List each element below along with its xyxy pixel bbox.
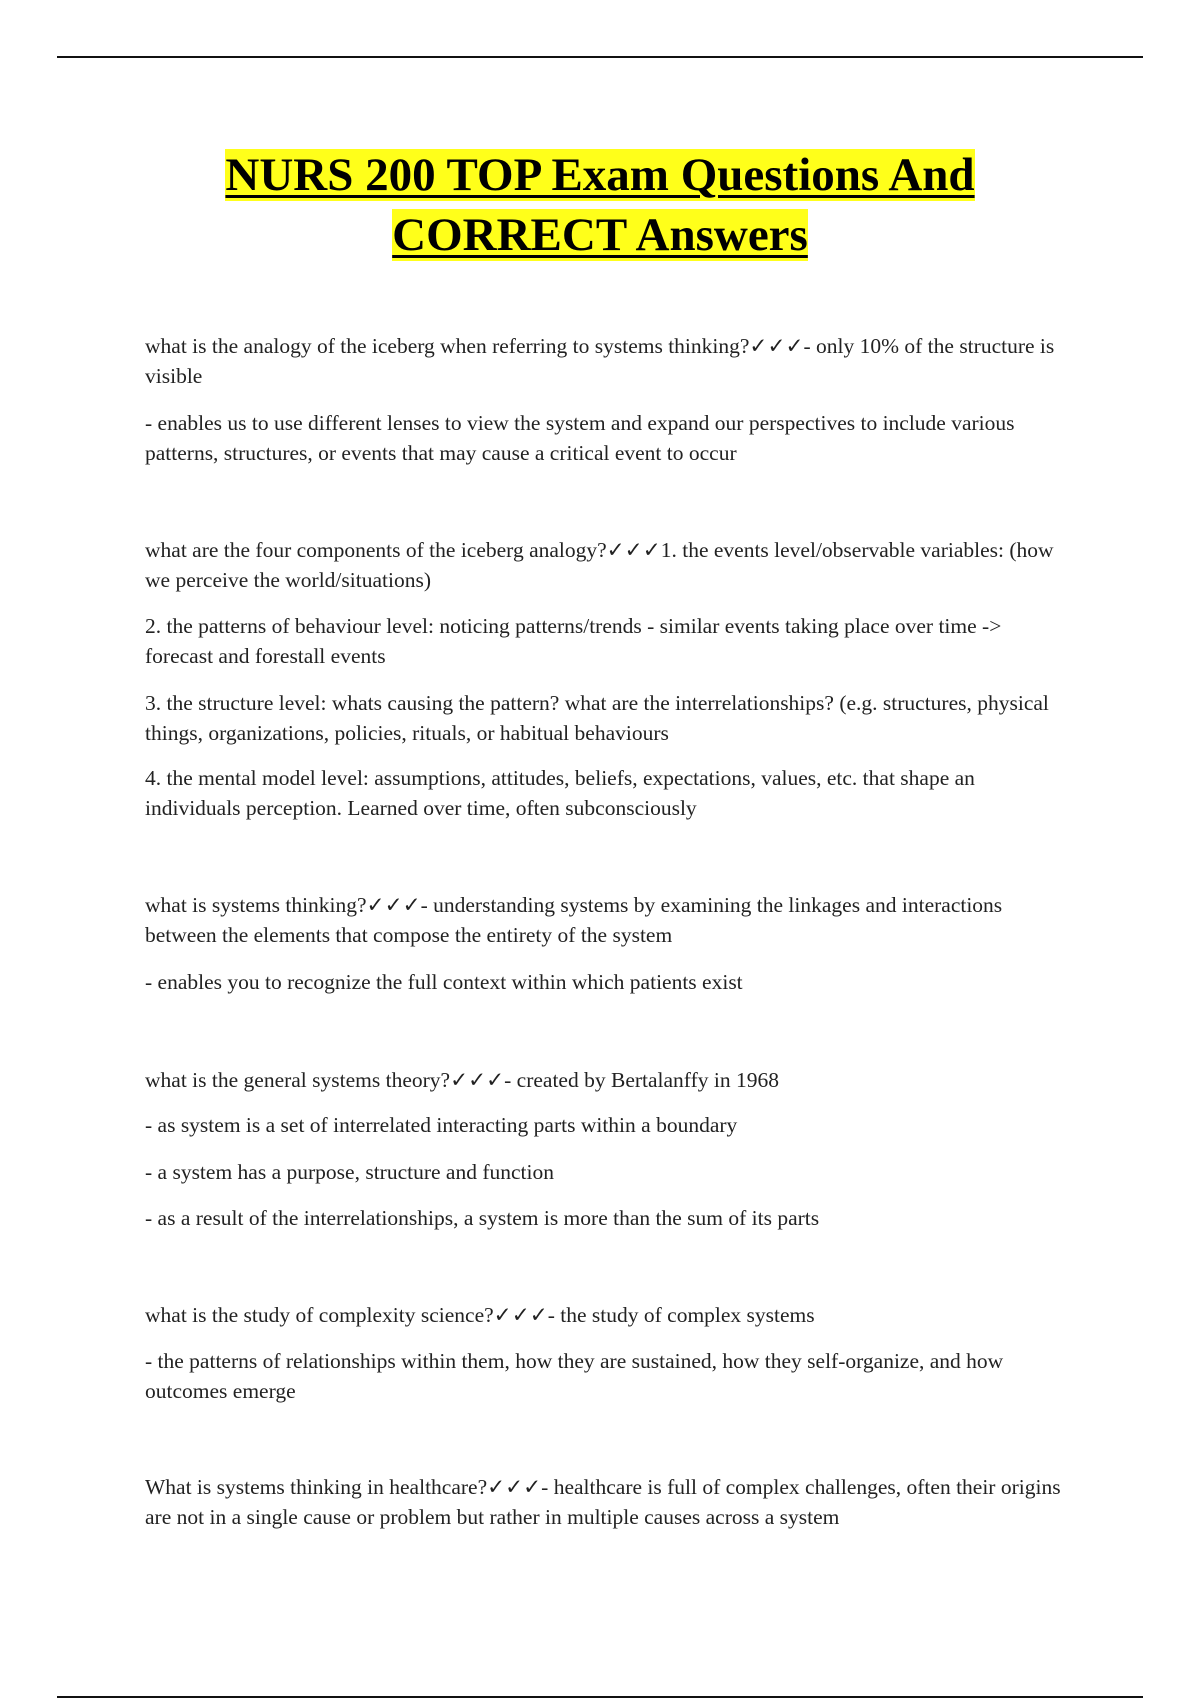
answer-line: 4. the mental model level: assumptions, attitudes, beliefs, expectations, values, etc. that shape an individuals perception. Learned over time, often subconsciously bbox=[145, 766, 975, 820]
document-title-line-2: CORRECT Answers bbox=[392, 209, 808, 261]
question-iceberg-components: what are the four components of the iceberg analogy?✓✓✓1. the events level/observable variables: (how we perceive the world/situations) bbox=[145, 538, 1054, 592]
question-systems-thinking: what is systems thinking?✓✓✓- understanding systems by examining the linkages and interactions between the elements that compose the entirety of the system bbox=[145, 893, 1003, 947]
document-title-line-1: NURS 200 TOP Exam Questions And bbox=[225, 149, 975, 201]
answer-line: - the patterns of relationships within them, how they are sustained, how they self-organize, and how outcomes emerge bbox=[145, 1349, 1004, 1403]
answer-line: 3. the structure level: whats causing the pattern? what are the interrelationships? (e.g. structures, physical things, organizations, policies, rituals, or habitual behaviours bbox=[145, 691, 1049, 745]
answer-line: 2. the patterns of behaviour level: noticing patterns/trends - similar events taking place over time -> forecast and forestall events bbox=[145, 614, 1002, 668]
question-systems-thinking-healthcare: What is systems thinking in healthcare?✓✓✓- healthcare is full of complex challenges, often their origins are not in a single cause or problem but rather in multiple causes across a system bbox=[145, 1475, 1061, 1529]
bottom-rule bbox=[57, 1696, 1143, 1698]
answer-line: - enables you to recognize the full context within which patients exist bbox=[145, 970, 743, 994]
answer-line: - as a result of the interrelationships, a system is more than the sum of its parts bbox=[145, 1206, 820, 1230]
question-iceberg-analogy: what is the analogy of the iceberg when referring to systems thinking?✓✓✓- only 10% of the structure is visible bbox=[145, 334, 1055, 388]
answer-line: - enables us to use different lenses to view the system and expand our perspectives to include various patterns, structures, or events that may cause a critical event to occur bbox=[145, 411, 1015, 465]
question-complexity-science: what is the study of complexity science?✓✓✓- the study of complex systems bbox=[145, 1303, 815, 1327]
question-general-systems-theory: what is the general systems theory?✓✓✓- created by Bertalanffy in 1968 bbox=[145, 1068, 779, 1092]
answer-line: - as system is a set of interrelated interacting parts within a boundary bbox=[145, 1113, 738, 1137]
answer-line: - a system has a purpose, structure and function bbox=[145, 1160, 554, 1184]
top-rule bbox=[57, 56, 1143, 58]
